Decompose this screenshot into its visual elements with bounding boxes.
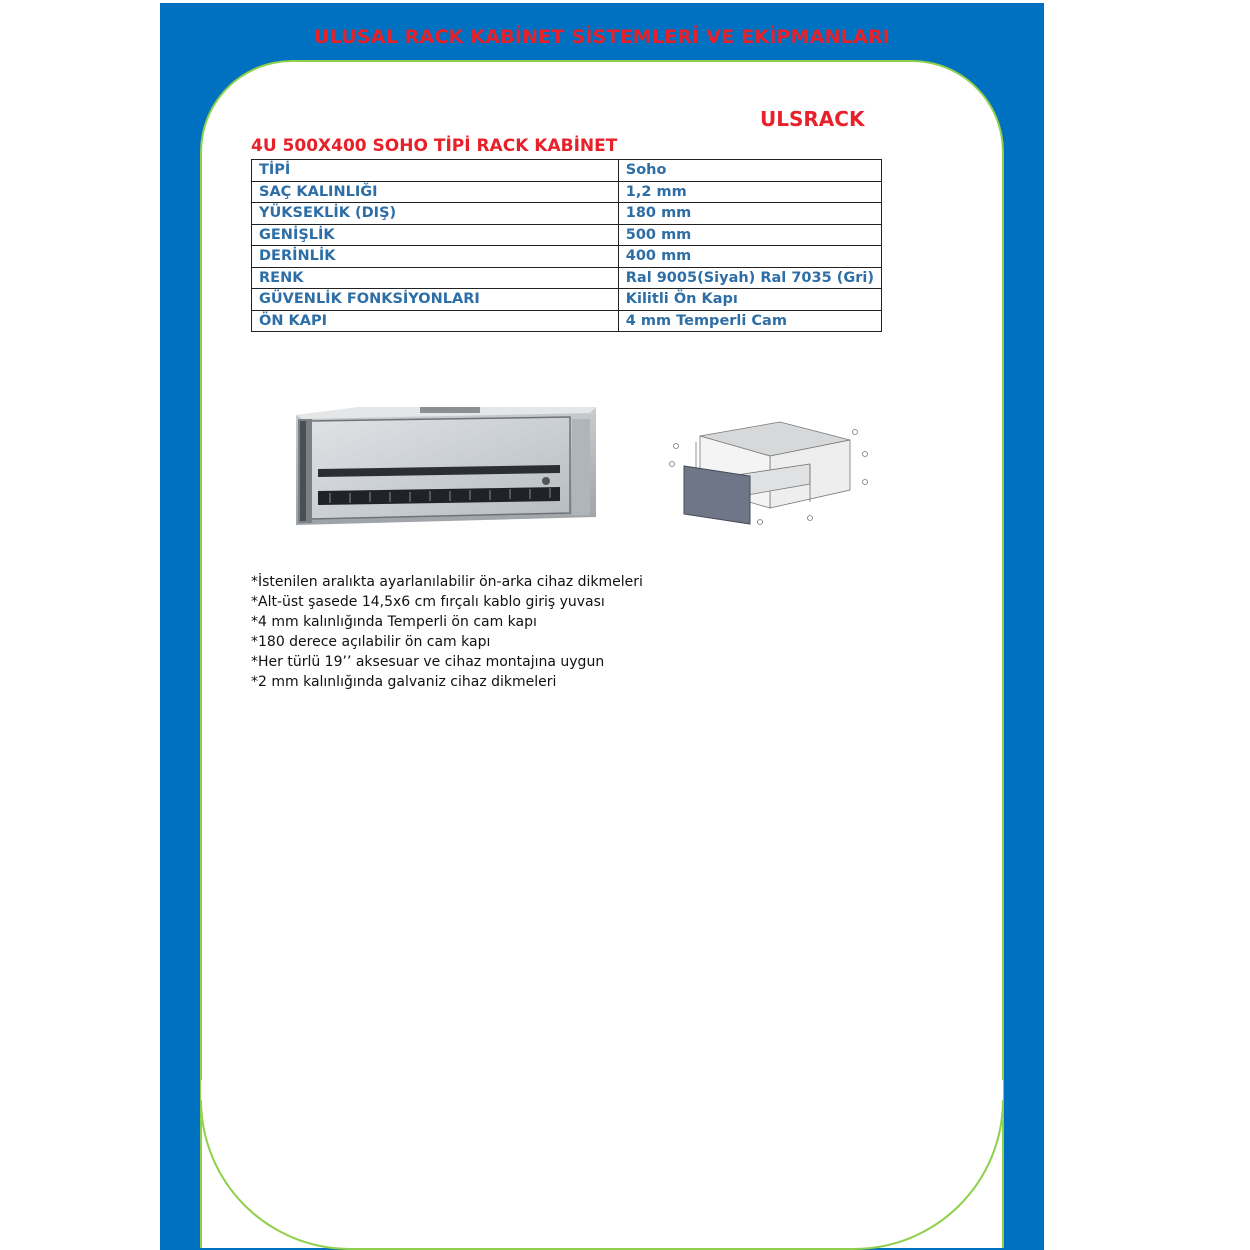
spec-label: YÜKSEKLİK (DIŞ) [252, 203, 619, 225]
spec-value: 400 mm [618, 246, 881, 268]
cabinet-photo [290, 405, 600, 530]
spec-row [252, 289, 882, 311]
spec-label: TİPİ [252, 160, 619, 182]
spec-row [252, 160, 882, 182]
page-banner: ULUSAL RACK KABİNET SİSTEMLERİ VE EKİPMANLARI [313, 26, 891, 48]
spec-label: SAÇ KALINLIĞI [252, 181, 619, 203]
spec-row [252, 203, 882, 225]
spec-row [252, 246, 882, 268]
spec-label: ÖN KAPI [252, 310, 619, 332]
feature-item: *4 mm kalınlığında Temperli ön cam kapı [251, 614, 537, 630]
brand-name: ULSRACK [760, 107, 865, 131]
feature-item: *Alt-üst şasede 14,5x6 cm fırçalı kablo giriş yuvası [251, 594, 605, 610]
spec-label: RENK [252, 267, 619, 289]
spec-value: 4 mm Temperli Cam [618, 310, 881, 332]
spec-row [252, 181, 882, 203]
spec-label: GENİŞLİK [252, 224, 619, 246]
spec-label: DERİNLİK [252, 246, 619, 268]
feature-item: *Her türlü 19’’ aksesuar ve cihaz montajına uygun [251, 654, 605, 670]
spec-value: Soho [618, 160, 881, 182]
spec-value: Ral 9005(Siyah) Ral 7035 (Gri) [618, 267, 881, 289]
spec-value: 500 mm [618, 224, 881, 246]
spec-value: 1,2 mm [618, 181, 881, 203]
spec-value: 180 mm [618, 203, 881, 225]
spec-label: GÜVENLİK FONKSİYONLARI [252, 289, 619, 311]
content-card-bottom [200, 1100, 1004, 1250]
feature-item: *İstenilen aralıkta ayarlanılabilir ön-arka cihaz dikmeleri [251, 574, 643, 590]
spec-row [252, 310, 882, 332]
product-title: 4U 500X400 SOHO TİPİ RACK KABİNET [251, 136, 618, 156]
feature-list [251, 572, 643, 692]
spec-row [252, 267, 882, 289]
feature-item: *2 mm kalınlığında galvaniz cihaz dikmeleri [251, 674, 557, 690]
spec-table [251, 159, 882, 332]
spec-value: Kilitli Ön Kapı [618, 289, 881, 311]
feature-item: *180 derece açılabilir ön cam kapı [251, 634, 491, 650]
exploded-drawing [660, 418, 875, 528]
spec-row [252, 224, 882, 246]
